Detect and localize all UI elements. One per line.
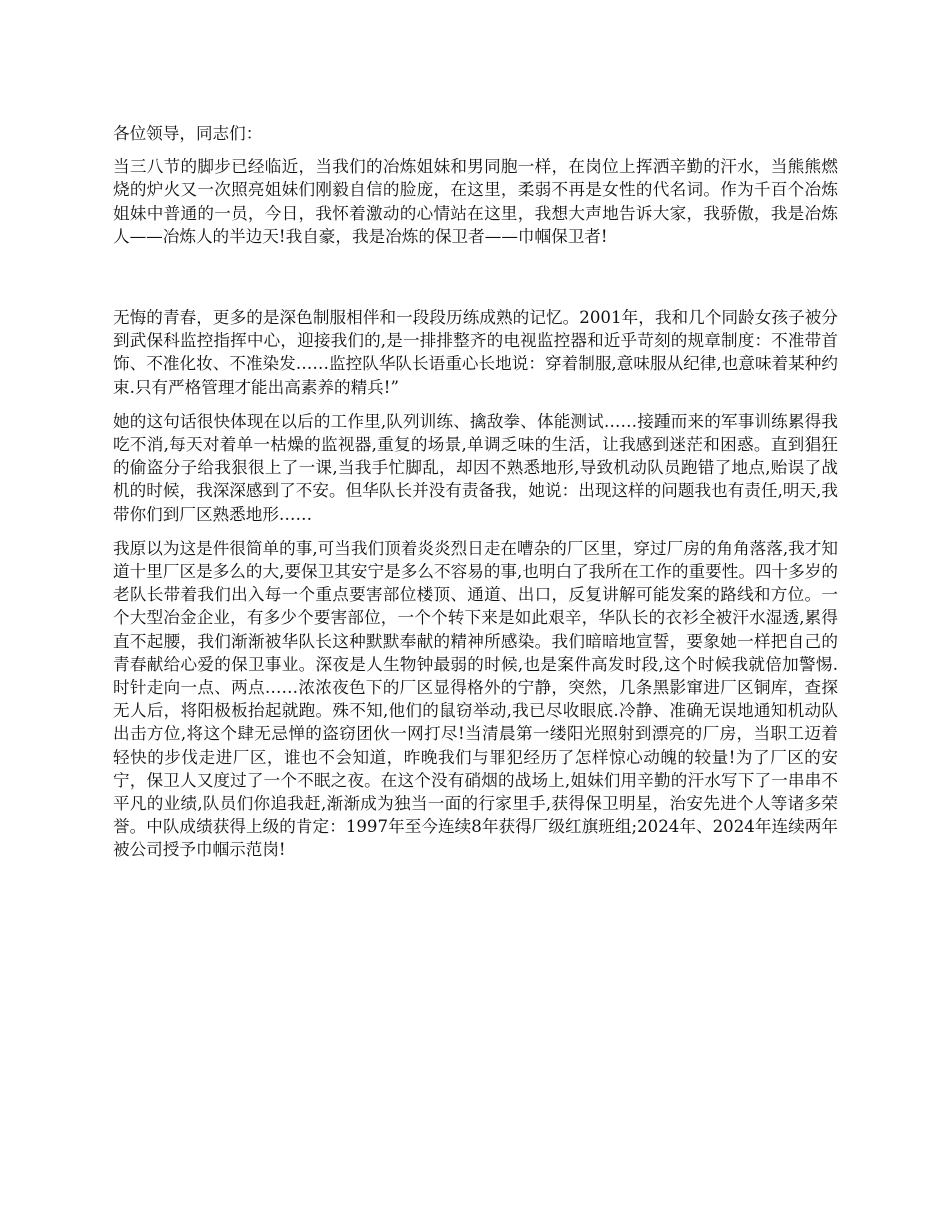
paragraph-1: 当三八节的脚步已经临近，当我们的冶炼姐妹和男同胞一样，在岗位上挥洒辛勤的汗水，当熊熊燃烧的炉火又一次照亮姐妹们刚毅自信的脸庞，在这里，柔弱不再是女性的代名词。作为千百个冶炼姐妹中普通的一员，今日，我怀着激动的心情站在这里，我想大声地告诉大家，我骄傲，我是冶炼人——冶炼人的半边天!我自豪，我是冶炼的保卫者——巾帼保卫者!	[113, 157, 838, 246]
document-body	[113, 122, 838, 873]
paragraph-2: 无悔的青春，更多的是深色制服相伴和一段段历练成熟的记忆。2001年，我和几个同龄女孩子被分到武保科监控指挥中心，迎接我们的,是一排排整齐的电视监控器和近乎苛刻的规章制度：不准带首饰、不准化妆、不准染发……监控队华队长语重心长地说：穿着制服,意味服从纪律,也意味着某种约束.只有严格管理才能出高素养的精兵!”	[113, 308, 838, 397]
greeting: 各位领导，同志们：	[113, 124, 263, 143]
blank-gap	[113, 259, 838, 306]
paragraph-3: 她的这句话很快体现在以后的工作里,队列训练、擒敌拳、体能测试……接踵而来的军事训练累得我吃不消,每天对着单一枯燥的监视器,重复的场景,单调乏味的生活，让我感到迷茫和困惑。直到猖狂的偷盗分子给我狠很上了一课,当我手忙脚乱，却因不熟悉地形,导致机动队员跑错了地点,贻误了战机的时候，我深深感到了不安。但华队长并没有责备我，她说：出现这样的问题我也有责任,明天,我带你们到厂区熟悉地形……	[113, 411, 838, 524]
paragraph-4: 我原以为这是件很简单的事,可当我们顶着炎炎烈日走在嘈杂的厂区里，穿过厂房的角角落落,我才知道十里厂区是多么的大,要保卫其安宁是多么不容易的事,也明白了我所在工作的重要性。四十多岁的老队长带着我们出入每一个重点要害部位楼顶、通道、出口，反复讲解可能发案的路线和方位。一个大型冶金企业，有多少个要害部位，一个个转下来是如此艰辛，华队长的衣衫全被汗水湿透,累得直不起腰，我们渐渐被华队长这种默默奉献的精神所感染。我们暗暗地宣誓，要象她一样把自己的青春献给心爱的保卫事业。深夜是人生物钟最弱的时候,也是案件高发时段,这个时候我就倍加警惕.时针走向一点、两点……浓浓夜色下的厂区显得格外的宁静，突然，几条黑影窜进厂区铜库，查探无人后，将阳极板抬起就跑。殊不知,他们的鼠窃举动,我已尽收眼底.冷静、准确无误地通知机动队出击方位,将这个肆无忌惮的盗窃团伙一网打尽!当清晨第一缕阳光照射到漂亮的厂房，当职工迈着轻快的步伐走进厂区，谁也不会知道，昨晚我们与罪犯经历了怎样惊心动魄的较量!为了厂区的安宁，保卫人又度过了一个不眠之夜。在这个没有硝烟的战场上,姐妹们用辛勤的汗水写下了一串串不平凡的业绩,队员们你追我赶,渐渐成为独当一面的行家里手,获得保卫明星，治安先进个人等诸多荣誉。中队成绩获得上级的肯定：1997年至今连续8年获得厂级红旗班组;2024年、2024年连续两年被公司授予巾帼示范岗!	[113, 538, 838, 860]
